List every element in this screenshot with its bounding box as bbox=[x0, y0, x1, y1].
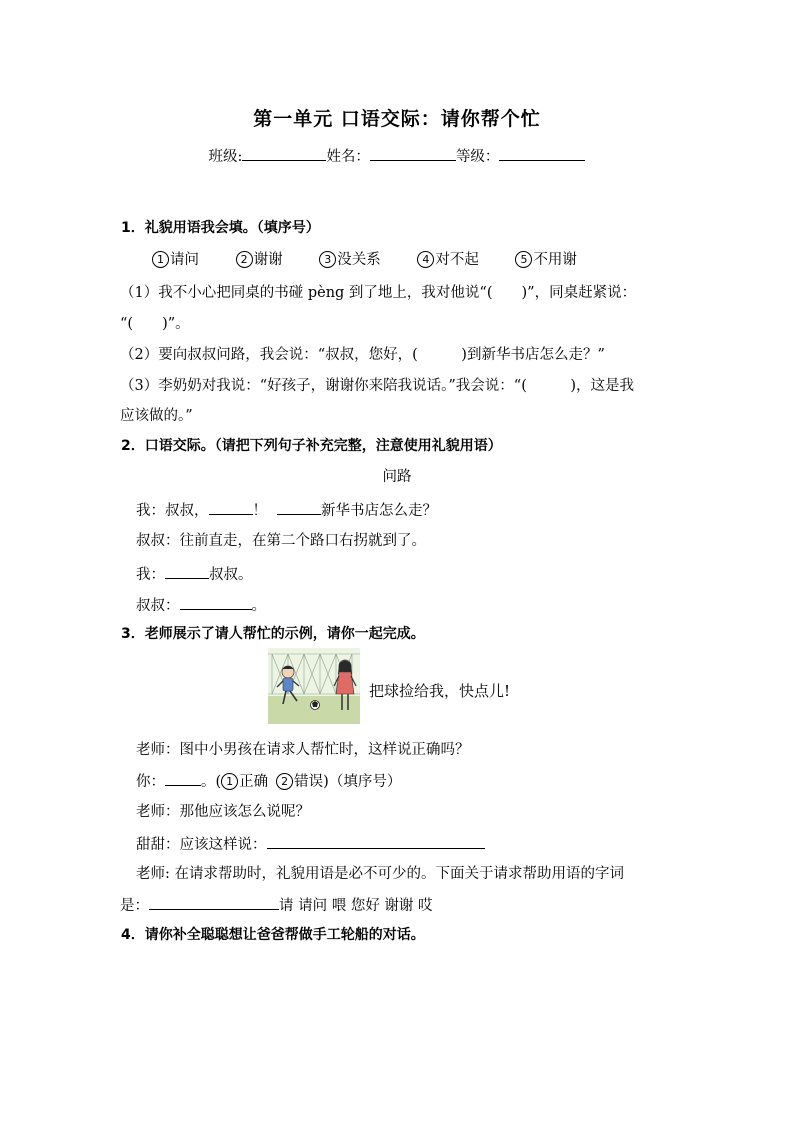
question-2-heading: 2．口语交际。（请把下列句子补充完整，注意使用礼貌用语） bbox=[121, 438, 502, 454]
option-2 bbox=[236, 248, 283, 269]
circled-number-1: 1 bbox=[221, 773, 238, 790]
q1-item-1-line-1: （1）我不小心把同桌的书碰 pèng 到了地上，我对他说“( )”，同桌赶紧说： bbox=[120, 285, 637, 301]
answer-blank[interactable] bbox=[209, 498, 253, 515]
name-label: 姓名： bbox=[326, 149, 370, 165]
dialogue-text: 。( bbox=[201, 774, 222, 790]
grade-blank[interactable] bbox=[499, 144, 585, 161]
q1-item-3-line-2: 应该做的。” bbox=[120, 408, 193, 424]
q1-options-row bbox=[152, 248, 609, 269]
circled-number: 2 bbox=[236, 251, 253, 268]
answer-blank[interactable] bbox=[165, 769, 201, 786]
q1-item-2: （2）要向叔叔问路，我会说：“叔叔，您好，( )到新华书店怎么走？” bbox=[120, 347, 605, 363]
dialogue-text: ！ bbox=[252, 503, 267, 519]
circled-number: 3 bbox=[319, 251, 336, 268]
q3-line-1: 老师：图中小男孩在请求人帮忙时，这样说正确吗？ bbox=[136, 742, 470, 758]
answer-blank[interactable] bbox=[149, 893, 279, 910]
dialogue-text: 叔叔： bbox=[136, 598, 180, 614]
option-1 bbox=[152, 248, 199, 269]
dialogue-text: 正确 bbox=[239, 774, 269, 790]
option-5 bbox=[515, 248, 577, 269]
dialogue-subtitle: 问路 bbox=[382, 469, 412, 485]
grade-label: 等级： bbox=[455, 149, 500, 165]
q1-item-3-line-1: （3）李奶奶对我说：“好孩子，谢谢你来陪我说话。”我会说：“( )，这是我 bbox=[120, 378, 635, 394]
dialogue-text: 是： bbox=[120, 898, 149, 914]
student-info-row bbox=[0, 144, 794, 166]
question-1-heading: 1．礼貌用语我会填。（填序号） bbox=[121, 220, 320, 236]
name-blank[interactable] bbox=[370, 144, 456, 161]
dialogue-text: 新华书店怎么走？ bbox=[321, 503, 437, 519]
dialogue-text: 请 请问 喂 您好 谢谢 哎 bbox=[279, 898, 433, 914]
page-title: 第一单元 口语交际：请你帮个忙 bbox=[253, 108, 541, 130]
class-blank[interactable] bbox=[242, 144, 326, 161]
dialogue-text: 。 bbox=[251, 598, 266, 614]
q3-line-4 bbox=[136, 832, 485, 854]
q3-line-3: 老师：那他应该怎么说呢？ bbox=[136, 804, 310, 820]
illustration-speech: 把球捡给我，快点儿! bbox=[369, 682, 511, 700]
dialogue-text: 甜甜：应该这样说： bbox=[136, 837, 267, 853]
answer-blank[interactable] bbox=[277, 498, 321, 515]
option-text: 不用谢 bbox=[533, 252, 577, 268]
circled-number-2: 2 bbox=[276, 773, 293, 790]
option-text: 对不起 bbox=[435, 252, 479, 268]
q3-line-5: 老师: 在请求帮助时，礼貌用语是必不可少的。下面关于请求帮助用语的字词 bbox=[136, 866, 624, 882]
dialogue-text: 叔叔。 bbox=[209, 567, 253, 583]
dialogue-line-1 bbox=[136, 498, 437, 520]
dialogue-text: 错误)（填序号） bbox=[294, 774, 402, 790]
answer-blank[interactable] bbox=[180, 593, 252, 610]
dialogue-text: 我： bbox=[136, 567, 165, 583]
option-text: 请问 bbox=[170, 252, 199, 268]
dialogue-text: 你： bbox=[136, 774, 165, 790]
option-text: 没关系 bbox=[337, 252, 381, 268]
question-3-heading: 3．老师展示了请人帮忙的示例，请你一起完成。 bbox=[121, 626, 425, 642]
option-text: 谢谢 bbox=[253, 252, 283, 268]
circled-number: 4 bbox=[417, 251, 434, 268]
q1-item-1-line-2: “( )”。 bbox=[120, 316, 190, 332]
boy-girl-ball-illustration bbox=[268, 648, 360, 724]
class-label: 班级: bbox=[208, 149, 243, 165]
answer-blank[interactable] bbox=[165, 562, 209, 579]
q3-line-2 bbox=[136, 769, 401, 791]
q3-line-6 bbox=[120, 893, 433, 915]
option-3 bbox=[319, 248, 381, 269]
circled-number: 5 bbox=[515, 251, 532, 268]
dialogue-text: 我：叔叔， bbox=[136, 503, 209, 519]
dialogue-line-4 bbox=[136, 593, 266, 615]
dialogue-line-3 bbox=[136, 562, 253, 584]
option-4 bbox=[417, 248, 479, 269]
dialogue-line-2: 叔叔：往前直走，在第二个路口右拐就到了。 bbox=[136, 533, 426, 549]
answer-blank[interactable] bbox=[267, 832, 485, 849]
question-4-heading: 4．请你补全聪聪想让爸爸帮做手工轮船的对话。 bbox=[121, 927, 425, 943]
circled-number: 1 bbox=[152, 251, 169, 268]
